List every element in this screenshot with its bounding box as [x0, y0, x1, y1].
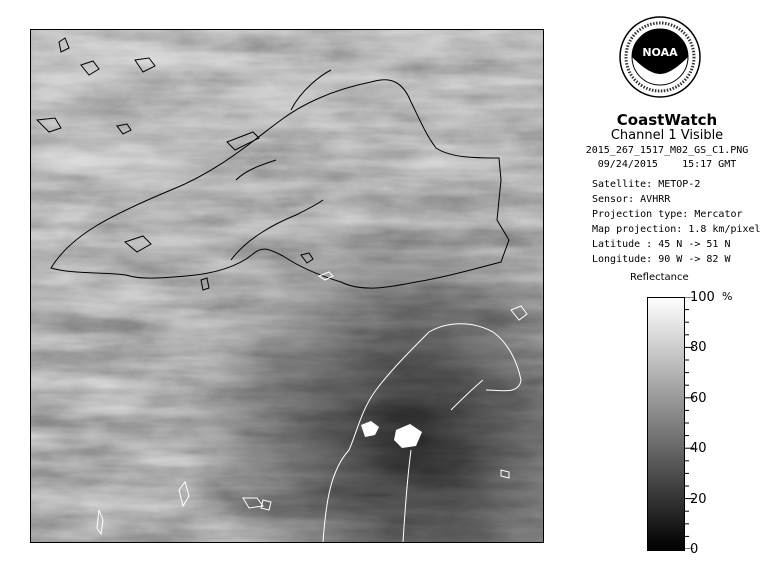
colorbar [647, 297, 685, 551]
logo-text: NOAA [642, 46, 678, 59]
metadata-list [592, 177, 761, 267]
colorbar-tick-label: 40 [690, 441, 707, 457]
channel-subtitle: Channel 1 Visible [610, 128, 724, 143]
meta-map-projection: Map projection: 1.8 km/pixel [592, 224, 761, 235]
date-value: 09/24/2015 [597, 159, 658, 170]
colorbar-tick-label: 0 [690, 542, 699, 557]
colorbar-tick-label: 100 [690, 290, 715, 305]
satellite-image [30, 29, 544, 543]
colorbar-tick-label: 80 [690, 340, 707, 356]
datetime [560, 157, 774, 172]
meta-longitude: Longitude: 90 W -> 82 W [592, 254, 731, 265]
colorbar-tick-label: 60 [690, 390, 707, 406]
legend-unit: % [722, 290, 733, 303]
satellite-image-svg [31, 30, 543, 542]
meta-satellite: Satellite: METOP-2 [592, 179, 701, 190]
clear-sky-region [31, 30, 543, 542]
info-panel [560, 112, 774, 172]
colorbar-tick-label: 20 [690, 491, 707, 507]
product-title: CoastWatch [616, 111, 718, 129]
time-value: 15:17 GMT [682, 159, 737, 170]
legend-label: Reflectance [630, 272, 689, 283]
colorbar-ticks [684, 297, 696, 549]
filename: 2015_267_1517_M02_GS_C1.PNG [585, 145, 749, 156]
meta-sensor: Sensor: AVHRR [592, 194, 671, 205]
meta-projection-type: Projection type: Mercator [592, 209, 743, 220]
noaa-logo [619, 16, 701, 98]
meta-latitude: Latitude : 45 N -> 51 N [592, 239, 731, 250]
